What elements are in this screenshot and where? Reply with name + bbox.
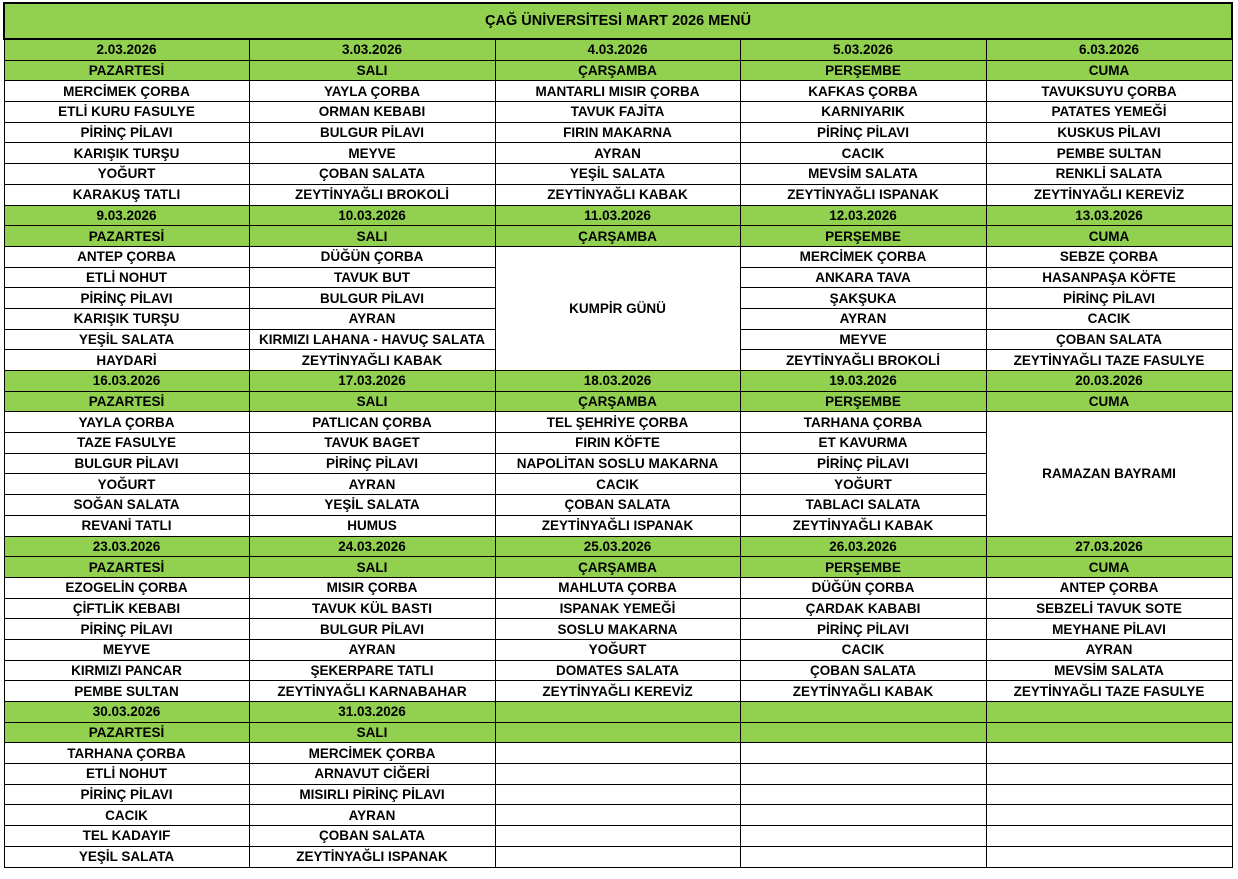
menu-item: AYRAN xyxy=(740,308,986,329)
date-row xyxy=(4,39,1232,60)
menu-item xyxy=(740,805,986,826)
title-row xyxy=(4,3,1232,39)
menu-item: ZEYTİNYAĞLI ISPANAK xyxy=(740,184,986,205)
menu-item: CACIK xyxy=(740,639,986,660)
menu-item: MERCİMEK ÇORBA xyxy=(249,743,495,764)
day-cell: SALI xyxy=(249,226,495,247)
menu-item: PİRİNÇ PİLAVI xyxy=(4,122,249,143)
day-cell: ÇARŞAMBA xyxy=(495,391,740,412)
date-cell: 12.03.2026 xyxy=(740,205,986,226)
menu-item: BULGUR PİLAVI xyxy=(249,288,495,309)
menu-row xyxy=(4,122,1232,143)
day-row xyxy=(4,722,1232,743)
menu-item: DOMATES SALATA xyxy=(495,660,740,681)
menu-item: PATATES YEMEĞİ xyxy=(986,102,1232,123)
menu-row xyxy=(4,164,1232,185)
menu-item: SEBZELİ TAVUK SOTE xyxy=(986,598,1232,619)
date-row xyxy=(4,536,1232,557)
menu-item: ETLİ NOHUT xyxy=(4,267,249,288)
menu-item: YOĞURT xyxy=(4,474,249,495)
menu-item: MAHLUTA ÇORBA xyxy=(495,577,740,598)
date-cell: 18.03.2026 xyxy=(495,371,740,392)
menu-item: MEYVE xyxy=(4,639,249,660)
menu-row xyxy=(4,681,1232,702)
menu-item: ARNAVUT CİĞERİ xyxy=(249,764,495,785)
menu-row xyxy=(4,784,1232,805)
menu-item: AYRAN xyxy=(249,308,495,329)
menu-row xyxy=(4,412,1232,433)
day-cell: PERŞEMBE xyxy=(740,60,986,81)
menu-item: TAVUK KÜL BASTI xyxy=(249,598,495,619)
menu-item: HAYDARİ xyxy=(4,350,249,371)
menu-item: TEL ŞEHRİYE ÇORBA xyxy=(495,412,740,433)
menu-item: HUMUS xyxy=(249,515,495,536)
menu-item: MERCİMEK ÇORBA xyxy=(740,246,986,267)
menu-row xyxy=(4,143,1232,164)
day-cell: CUMA xyxy=(986,391,1232,412)
menu-item: YOĞURT xyxy=(740,474,986,495)
day-cell: ÇARŞAMBA xyxy=(495,557,740,578)
date-cell: 24.03.2026 xyxy=(249,536,495,557)
date-cell: 2.03.2026 xyxy=(4,39,249,60)
date-cell: 23.03.2026 xyxy=(4,536,249,557)
menu-row xyxy=(4,743,1232,764)
menu-item: YEŞİL SALATA xyxy=(4,329,249,350)
menu-item: AYRAN xyxy=(249,639,495,660)
menu-item: ETLİ NOHUT xyxy=(4,764,249,785)
menu-item: AYRAN xyxy=(249,805,495,826)
menu-item: AYRAN xyxy=(249,474,495,495)
menu-item: ÇARDAK KABABI xyxy=(740,598,986,619)
menu-item: ZEYTİNYAĞLI KABAK xyxy=(249,350,495,371)
date-cell: 9.03.2026 xyxy=(4,205,249,226)
menu-item: ZEYTİNYAĞLI KEREVİZ xyxy=(495,681,740,702)
menu-item: ÇİFTLİK KEBABI xyxy=(4,598,249,619)
day-cell: ÇARŞAMBA xyxy=(495,226,740,247)
menu-item: CACIK xyxy=(4,805,249,826)
day-cell: PAZARTESİ xyxy=(4,722,249,743)
menu-item: KAFKAS ÇORBA xyxy=(740,81,986,102)
menu-item: YEŞİL SALATA xyxy=(495,164,740,185)
day-row xyxy=(4,557,1232,578)
menu-item: PİRİNÇ PİLAVI xyxy=(740,122,986,143)
menu-table xyxy=(3,2,1233,868)
menu-item: ZEYTİNYAĞLI KABAK xyxy=(495,184,740,205)
menu-item: SOĞAN SALATA xyxy=(4,495,249,516)
menu-item xyxy=(740,826,986,847)
menu-item: MEVSİM SALATA xyxy=(986,660,1232,681)
menu-item: CACIK xyxy=(495,474,740,495)
menu-item: KARAKUŞ TATLI xyxy=(4,184,249,205)
day-cell: SALI xyxy=(249,60,495,81)
day-cell: PERŞEMBE xyxy=(740,391,986,412)
menu-item: BULGUR PİLAVI xyxy=(249,619,495,640)
menu-item: BULGUR PİLAVI xyxy=(4,453,249,474)
menu-item xyxy=(740,764,986,785)
date-row xyxy=(4,205,1232,226)
menu-item: TARHANA ÇORBA xyxy=(4,743,249,764)
menu-item: MERCİMEK ÇORBA xyxy=(4,81,249,102)
menu-item: ÇOBAN SALATA xyxy=(249,826,495,847)
date-cell: 20.03.2026 xyxy=(986,371,1232,392)
day-cell xyxy=(986,722,1232,743)
menu-item: ŞAKŞUKA xyxy=(740,288,986,309)
day-cell xyxy=(740,722,986,743)
menu-item: FIRIN MAKARNA xyxy=(495,122,740,143)
menu-item: MEYVE xyxy=(740,329,986,350)
menu-item: TEL KADAYIF xyxy=(4,826,249,847)
menu-item: MEYHANE PİLAVI xyxy=(986,619,1232,640)
date-cell: 5.03.2026 xyxy=(740,39,986,60)
date-cell xyxy=(495,702,740,723)
menu-row xyxy=(4,184,1232,205)
menu-item xyxy=(495,784,740,805)
menu-item: MEYVE xyxy=(249,143,495,164)
menu-item: ZEYTİNYAĞLI KABAK xyxy=(740,681,986,702)
menu-item: ZEYTİNYAĞLI ISPANAK xyxy=(495,515,740,536)
menu-item: SEBZE ÇORBA xyxy=(986,246,1232,267)
day-cell: PERŞEMBE xyxy=(740,557,986,578)
menu-item: ÇOBAN SALATA xyxy=(249,164,495,185)
menu-item: MANTARLI MISIR ÇORBA xyxy=(495,81,740,102)
menu-item: ÇOBAN SALATA xyxy=(986,329,1232,350)
menu-row xyxy=(4,619,1232,640)
menu-item: KARIŞIK TURŞU xyxy=(4,143,249,164)
menu-item xyxy=(986,764,1232,785)
menu-item xyxy=(740,743,986,764)
menu-item: PEMBE SULTAN xyxy=(4,681,249,702)
date-cell: 11.03.2026 xyxy=(495,205,740,226)
menu-item: ZEYTİNYAĞLI KARNABAHAR xyxy=(249,681,495,702)
special-day-cell: KUMPİR GÜNÜ xyxy=(495,246,740,370)
menu-title: ÇAĞ ÜNİVERSİTESİ MART 2026 MENÜ xyxy=(4,3,1232,39)
menu-row xyxy=(4,577,1232,598)
menu-item: RENKLİ SALATA xyxy=(986,164,1232,185)
menu-row xyxy=(4,826,1232,847)
menu-item: PİRİNÇ PİLAVI xyxy=(986,288,1232,309)
menu-item: AYRAN xyxy=(986,639,1232,660)
menu-item: MEVSİM SALATA xyxy=(740,164,986,185)
menu-row xyxy=(4,246,1232,267)
menu-item: ISPANAK YEMEĞİ xyxy=(495,598,740,619)
menu-item xyxy=(986,743,1232,764)
menu-item: CACIK xyxy=(740,143,986,164)
menu-item xyxy=(495,846,740,867)
menu-item: ANTEP ÇORBA xyxy=(4,246,249,267)
menu-item: PİRİNÇ PİLAVI xyxy=(249,453,495,474)
menu-item: ZEYTİNYAĞLI TAZE FASULYE xyxy=(986,681,1232,702)
day-cell: ÇARŞAMBA xyxy=(495,60,740,81)
menu-item: ANKARA TAVA xyxy=(740,267,986,288)
menu-item: TAVUK FAJİTA xyxy=(495,102,740,123)
day-cell xyxy=(495,722,740,743)
menu-item: BULGUR PİLAVI xyxy=(249,122,495,143)
menu-item: PİRİNÇ PİLAVI xyxy=(740,619,986,640)
menu-item: MISIRLI PİRİNÇ PİLAVI xyxy=(249,784,495,805)
menu-item: ZEYTİNYAĞLI BROKOLİ xyxy=(249,184,495,205)
menu-item: ETLİ KURU FASULYE xyxy=(4,102,249,123)
date-cell: 16.03.2026 xyxy=(4,371,249,392)
date-cell: 31.03.2026 xyxy=(249,702,495,723)
date-cell xyxy=(740,702,986,723)
date-cell: 27.03.2026 xyxy=(986,536,1232,557)
menu-item: KARIŞIK TURŞU xyxy=(4,308,249,329)
day-cell: SALI xyxy=(249,557,495,578)
date-cell: 30.03.2026 xyxy=(4,702,249,723)
menu-item: EZOGELİN ÇORBA xyxy=(4,577,249,598)
menu-item xyxy=(986,784,1232,805)
day-row xyxy=(4,391,1232,412)
menu-item: YEŞİL SALATA xyxy=(4,846,249,867)
menu-row xyxy=(4,805,1232,826)
menu-row xyxy=(4,846,1232,867)
day-cell: PAZARTESİ xyxy=(4,226,249,247)
menu-item: KARNIYARIK xyxy=(740,102,986,123)
date-cell: 17.03.2026 xyxy=(249,371,495,392)
menu-row xyxy=(4,764,1232,785)
day-cell: PERŞEMBE xyxy=(740,226,986,247)
menu-item: REVANİ TATLI xyxy=(4,515,249,536)
menu-item: YEŞİL SALATA xyxy=(249,495,495,516)
menu-row xyxy=(4,639,1232,660)
date-cell: 26.03.2026 xyxy=(740,536,986,557)
menu-item xyxy=(495,743,740,764)
menu-item: TAVUKSUYU ÇORBA xyxy=(986,81,1232,102)
menu-item: YOĞURT xyxy=(495,639,740,660)
menu-item: PİRİNÇ PİLAVI xyxy=(4,288,249,309)
menu-item: HASANPAŞA KÖFTE xyxy=(986,267,1232,288)
date-row xyxy=(4,702,1232,723)
menu-row xyxy=(4,660,1232,681)
menu-item: ZEYTİNYAĞLI KABAK xyxy=(740,515,986,536)
menu-item xyxy=(986,846,1232,867)
menu-item xyxy=(740,846,986,867)
menu-row xyxy=(4,598,1232,619)
menu-item: FIRIN KÖFTE xyxy=(495,433,740,454)
menu-item: TABLACI SALATA xyxy=(740,495,986,516)
menu-item xyxy=(740,784,986,805)
special-day-cell: RAMAZAN BAYRAMI xyxy=(986,412,1232,536)
day-row xyxy=(4,226,1232,247)
day-cell: SALI xyxy=(249,722,495,743)
menu-item: ZEYTİNYAĞLI KEREVİZ xyxy=(986,184,1232,205)
menu-item: KUSKUS PİLAVI xyxy=(986,122,1232,143)
menu-item: DÜĞÜN ÇORBA xyxy=(249,246,495,267)
menu-item xyxy=(986,805,1232,826)
menu-row xyxy=(4,81,1232,102)
date-cell: 6.03.2026 xyxy=(986,39,1232,60)
menu-item: MISIR ÇORBA xyxy=(249,577,495,598)
menu-item: YAYLA ÇORBA xyxy=(249,81,495,102)
menu-item: ORMAN KEBABI xyxy=(249,102,495,123)
menu-item: KIRMIZI PANCAR xyxy=(4,660,249,681)
menu-item: ÇOBAN SALATA xyxy=(740,660,986,681)
menu-item: PATLICAN ÇORBA xyxy=(249,412,495,433)
date-row xyxy=(4,371,1232,392)
menu-item: YOĞURT xyxy=(4,164,249,185)
day-row xyxy=(4,60,1232,81)
menu-item: YAYLA ÇORBA xyxy=(4,412,249,433)
menu-item: PEMBE SULTAN xyxy=(986,143,1232,164)
menu-item: SOSLU MAKARNA xyxy=(495,619,740,640)
date-cell: 25.03.2026 xyxy=(495,536,740,557)
date-cell: 10.03.2026 xyxy=(249,205,495,226)
menu-item: CACIK xyxy=(986,308,1232,329)
menu-item: PİRİNÇ PİLAVI xyxy=(740,453,986,474)
menu-item: AYRAN xyxy=(495,143,740,164)
menu-item: ZEYTİNYAĞLI ISPANAK xyxy=(249,846,495,867)
date-cell xyxy=(986,702,1232,723)
menu-item: NAPOLİTAN SOSLU MAKARNA xyxy=(495,453,740,474)
date-cell: 4.03.2026 xyxy=(495,39,740,60)
day-cell: PAZARTESİ xyxy=(4,60,249,81)
menu-item xyxy=(495,764,740,785)
menu-item: ÇOBAN SALATA xyxy=(495,495,740,516)
day-cell: CUMA xyxy=(986,226,1232,247)
menu-item: ET KAVURMA xyxy=(740,433,986,454)
menu-item xyxy=(986,826,1232,847)
menu-item: PİRİNÇ PİLAVI xyxy=(4,784,249,805)
day-cell: CUMA xyxy=(986,60,1232,81)
menu-item: ZEYTİNYAĞLI BROKOLİ xyxy=(740,350,986,371)
menu-row xyxy=(4,102,1232,123)
menu-item: ŞEKERPARE TATLI xyxy=(249,660,495,681)
date-cell: 19.03.2026 xyxy=(740,371,986,392)
menu-item: TARHANA ÇORBA xyxy=(740,412,986,433)
day-cell: CUMA xyxy=(986,557,1232,578)
menu-table-body xyxy=(4,3,1232,867)
menu-item: KIRMIZI LAHANA - HAVUÇ SALATA xyxy=(249,329,495,350)
menu-item: TAVUK BUT xyxy=(249,267,495,288)
menu-item xyxy=(495,805,740,826)
menu-item: DÜĞÜN ÇORBA xyxy=(740,577,986,598)
menu-item xyxy=(495,826,740,847)
menu-item: ANTEP ÇORBA xyxy=(986,577,1232,598)
date-cell: 3.03.2026 xyxy=(249,39,495,60)
date-cell: 13.03.2026 xyxy=(986,205,1232,226)
day-cell: PAZARTESİ xyxy=(4,557,249,578)
menu-item: TAVUK BAGET xyxy=(249,433,495,454)
day-cell: SALI xyxy=(249,391,495,412)
menu-item: ZEYTİNYAĞLI TAZE FASULYE xyxy=(986,350,1232,371)
menu-item: TAZE FASULYE xyxy=(4,433,249,454)
day-cell: PAZARTESİ xyxy=(4,391,249,412)
menu-item: PİRİNÇ PİLAVI xyxy=(4,619,249,640)
